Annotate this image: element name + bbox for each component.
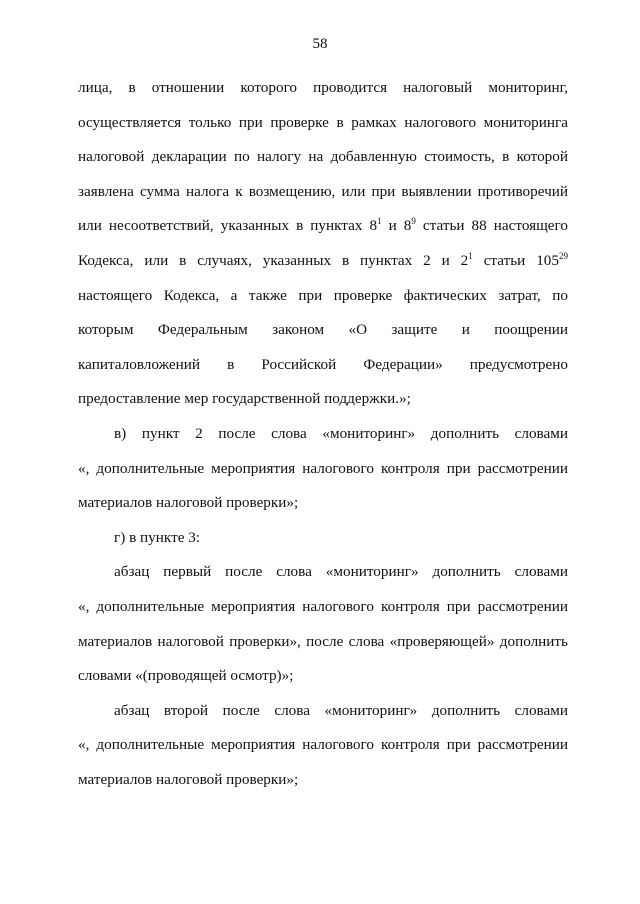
superscript: 29 xyxy=(559,250,568,261)
text-line: «, дополнительные мероприятия налогового контроля при рассмотрении xyxy=(78,736,568,754)
text-line: словами «(проводящей осмотр)»; xyxy=(78,667,294,685)
superscript: 9 xyxy=(411,216,416,227)
text-line: абзац второй после слова «мониторинг» дополнить словами xyxy=(114,701,568,719)
text-segment: статьи 105 xyxy=(472,251,559,269)
text-line xyxy=(78,216,568,251)
text-line: материалов налоговой проверки»; xyxy=(78,770,299,788)
text-line xyxy=(78,251,568,286)
text-segment: и 8 xyxy=(381,217,412,235)
superscript: 1 xyxy=(468,250,473,261)
text-line: в) пункт 2 после слова «мониторинг» дополнить словами xyxy=(114,424,568,442)
text-line: капиталовложений в Российской Федерации» предусмотрено xyxy=(78,355,568,373)
text-line: настоящего Кодекса, а также при проверке фактических затрат, по xyxy=(78,286,568,304)
text-line: «, дополнительные мероприятия налогового контроля при рассмотрении xyxy=(78,459,568,477)
text-line: материалов налоговой проверки», после слова «проверяющей» дополнить xyxy=(78,632,568,650)
text-line: заявлена сумма налога к возмещению, или при выявлении противоречий xyxy=(78,182,568,200)
text-line: осуществляется только при проверке в рамках налогового мониторинга xyxy=(78,113,568,131)
superscript: 1 xyxy=(377,216,382,227)
text-line: предоставление мер государственной поддержки.»; xyxy=(78,390,411,408)
text-line: материалов налоговой проверки»; xyxy=(78,494,299,512)
page-number: 58 xyxy=(312,36,328,52)
text-line: налоговой декларации по налогу на добавленную стоимость, в которой xyxy=(78,148,568,166)
document-body xyxy=(78,78,568,804)
text-line: г) в пункте 3: xyxy=(114,528,201,546)
text-line: «, дополнительные мероприятия налогового контроля при рассмотрении xyxy=(78,597,568,615)
text-line: которым Федеральным законом «О защите и поощрении xyxy=(78,321,568,339)
text-line: лица, в отношении которого проводится налоговый мониторинг, xyxy=(78,79,568,96)
text-segment: или несоответствий, указанных в пунктах 8 xyxy=(78,217,378,235)
text-segment: Кодекса, или в случаях, указанных в пунктах 2 и 2 xyxy=(78,251,469,269)
text-segment: статьи 88 настоящего xyxy=(415,217,568,235)
text-line: абзац первый после слова «мониторинг» дополнить словами xyxy=(114,563,568,581)
